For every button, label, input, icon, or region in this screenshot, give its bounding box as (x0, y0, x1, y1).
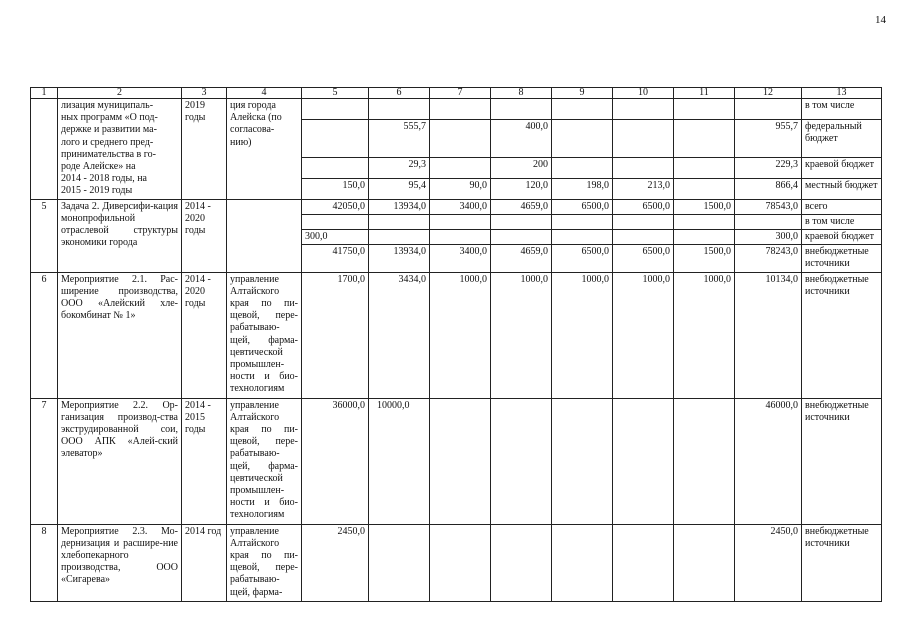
measure-name-cell: Мероприятие 2.3. Мо-дернизация и расшире-ние хлебопекарного производства, ООО «Сигарева» (58, 524, 182, 601)
row-number-cell: 7 (31, 398, 58, 524)
total-cell: 78543,0 (735, 199, 802, 214)
funding-source-cell: внебюджетные источники (802, 524, 882, 601)
executor-cell: управление Алтайского края по пи-щевой, пере-рабатываю-щей, фарма-цевтической промышлен-ности и био-технологиям (227, 398, 302, 524)
total-cell: 78243,0 (735, 245, 802, 272)
value-cell: 90,0 (430, 178, 491, 199)
value-cell (552, 99, 613, 120)
value-cell (430, 157, 491, 178)
value-cell: 1500,0 (674, 245, 735, 272)
value-cell: 400,0 (491, 119, 552, 157)
value-cell (369, 524, 430, 601)
value-cell: 6500,0 (613, 199, 674, 214)
value-cell: 95,4 (369, 178, 430, 199)
column-number: 10 (613, 88, 674, 99)
value-cell: 198,0 (552, 178, 613, 199)
column-number: 4 (227, 88, 302, 99)
value-cell (491, 99, 552, 120)
term-cell: 2014 - 2015 годы (182, 398, 227, 524)
column-number: 7 (430, 88, 491, 99)
executor-line: Алейска (по (230, 112, 282, 124)
column-number: 6 (369, 88, 430, 99)
table-row (31, 272, 882, 398)
measure-name-line: 2015 - 2019 годы (61, 185, 133, 197)
value-cell (674, 524, 735, 601)
column-number: 3 (182, 88, 227, 99)
term-cell: 2019 годы (182, 99, 227, 200)
value-cell (302, 99, 369, 120)
value-cell (613, 157, 674, 178)
value-cell: 41750,0 (302, 245, 369, 272)
value-cell: 29,3 (369, 157, 430, 178)
value-cell: 213,0 (613, 178, 674, 199)
value-cell: 13934,0 (369, 199, 430, 214)
total-cell: 300,0 (735, 230, 802, 245)
funding-source-cell: в том числе (802, 99, 882, 120)
value-cell (430, 99, 491, 120)
value-cell (430, 398, 491, 524)
total-cell: 2450,0 (735, 524, 802, 601)
value-cell: 4659,0 (491, 245, 552, 272)
value-cell: 3400,0 (430, 245, 491, 272)
row-number-cell (31, 99, 58, 200)
value-cell: 42050,0 (302, 199, 369, 214)
row-number-cell: 6 (31, 272, 58, 398)
value-cell (491, 398, 552, 524)
value-cell: 120,0 (491, 178, 552, 199)
value-cell: 1000,0 (430, 272, 491, 398)
value-cell: 2450,0 (302, 524, 369, 601)
column-number: 12 (735, 88, 802, 99)
total-cell: 229,3 (735, 157, 802, 178)
table-row (31, 398, 882, 524)
task-name-cell: Задача 2. Диверсифи-кация монопрофильной отраслевой структуры экономики города (58, 199, 182, 272)
measure-name-line: роде Алейске» на (61, 161, 136, 173)
value-cell: 13934,0 (369, 245, 430, 272)
table-row (31, 99, 882, 120)
column-number: 2 (58, 88, 182, 99)
column-number: 8 (491, 88, 552, 99)
value-cell (552, 398, 613, 524)
value-cell: 1000,0 (552, 272, 613, 398)
measure-name-line: лого и среднего пред- (61, 136, 154, 148)
value-cell: 6500,0 (552, 245, 613, 272)
value-cell (613, 398, 674, 524)
measure-name-line: принимательства в го- (61, 148, 156, 160)
value-cell (613, 99, 674, 120)
value-cell: 6500,0 (552, 199, 613, 214)
funding-source-cell: всего (802, 199, 882, 214)
total-cell: 10134,0 (735, 272, 802, 398)
measure-name-line: 2014 - 2018 годы, на (61, 173, 147, 185)
value-cell (430, 214, 491, 229)
value-cell (430, 119, 491, 157)
funding-source-cell: в том числе (802, 214, 882, 229)
term-cell: 2014 - 2020 годы (182, 199, 227, 272)
total-cell: 46000,0 (735, 398, 802, 524)
value-cell (674, 157, 735, 178)
measure-name-cell: Мероприятие 2.2. Ор-ганизация производ-ства экструдированной сои, ООО АПК «Алей-ский элеватор» (58, 398, 182, 524)
funding-source-cell: местный бюджет (802, 178, 882, 199)
value-cell: 150,0 (302, 178, 369, 199)
term-cell: 2014 год (182, 524, 227, 601)
table-row (31, 199, 882, 214)
value-cell: 36000,0 (302, 398, 369, 524)
value-cell: 1000,0 (613, 272, 674, 398)
table-row (31, 524, 882, 601)
value-cell: 1700,0 (302, 272, 369, 398)
funding-source-cell: федеральный бюджет (802, 119, 882, 157)
value-cell (302, 214, 369, 229)
executor-line: согласова- (230, 124, 275, 136)
value-cell (491, 214, 552, 229)
value-cell (302, 119, 369, 157)
measure-name-line: лизация муниципаль- (61, 100, 154, 111)
program-financing-table (30, 87, 882, 602)
value-cell (430, 524, 491, 601)
funding-source-cell: внебюджетные источники (802, 272, 882, 398)
executor-cell: управление Алтайского края по пи-щевой, пере-рабатываю-щей, фарма-цевтической промышлен-ности и био-технологиям (227, 272, 302, 398)
measure-name-cell (58, 99, 182, 200)
executor-cell (227, 199, 302, 272)
value-cell: 555,7 (369, 119, 430, 157)
value-cell (674, 178, 735, 199)
value-cell (491, 524, 552, 601)
value-cell (613, 230, 674, 245)
column-number: 5 (302, 88, 369, 99)
value-cell (369, 99, 430, 120)
value-cell (369, 214, 430, 229)
column-number: 1 (31, 88, 58, 99)
total-cell (735, 99, 802, 120)
column-number: 9 (552, 88, 613, 99)
funding-source-cell: внебюджетные источники (802, 245, 882, 272)
value-cell (552, 157, 613, 178)
value-cell: 1000,0 (491, 272, 552, 398)
value-cell (674, 230, 735, 245)
page-number: 14 (875, 14, 886, 26)
value-cell (613, 524, 674, 601)
funding-source-cell: внебюджетные источники (802, 398, 882, 524)
total-cell (735, 214, 802, 229)
value-cell (613, 214, 674, 229)
value-cell (552, 214, 613, 229)
value-cell (491, 230, 552, 245)
value-cell (674, 214, 735, 229)
value-cell (613, 119, 674, 157)
value-cell: 6500,0 (613, 245, 674, 272)
executor-cell: управление Алтайского края по пи-щевой, пере-рабатываю-щей, фарма- (227, 524, 302, 601)
value-cell (302, 157, 369, 178)
value-cell: 10000,0 (369, 398, 430, 524)
value-cell (552, 230, 613, 245)
funding-source-cell: краевой бюджет (802, 230, 882, 245)
executor-line: ция города (230, 100, 276, 111)
executor-line: нию) (230, 136, 252, 148)
value-cell: 1500,0 (674, 199, 735, 214)
value-cell (674, 398, 735, 524)
column-number-row (31, 88, 882, 99)
value-cell (552, 119, 613, 157)
column-number: 13 (802, 88, 882, 99)
value-cell (430, 230, 491, 245)
measure-name-cell: Мероприятие 2.1. Рас-ширение производства, ООО «Алейский хле-бокомбинат № 1» (58, 272, 182, 398)
value-cell: 1000,0 (674, 272, 735, 398)
value-cell: 3400,0 (430, 199, 491, 214)
total-cell: 955,7 (735, 119, 802, 157)
value-cell: 200 (491, 157, 552, 178)
row-number-cell: 8 (31, 524, 58, 601)
value-cell: 3434,0 (369, 272, 430, 398)
executor-cell (227, 99, 302, 200)
measure-name-line: держке и развитии ма- (61, 124, 157, 136)
value-cell: 300,0 (302, 230, 369, 245)
funding-source-cell: краевой бюджет (802, 157, 882, 178)
value-cell: 4659,0 (491, 199, 552, 214)
total-cell: 866,4 (735, 178, 802, 199)
value-cell (674, 99, 735, 120)
column-number: 11 (674, 88, 735, 99)
term-cell: 2014 - 2020 годы (182, 272, 227, 398)
row-number-cell: 5 (31, 199, 58, 272)
measure-name-line: ных программ «О под- (61, 112, 158, 124)
value-cell (674, 119, 735, 157)
value-cell (369, 230, 430, 245)
value-cell (552, 524, 613, 601)
